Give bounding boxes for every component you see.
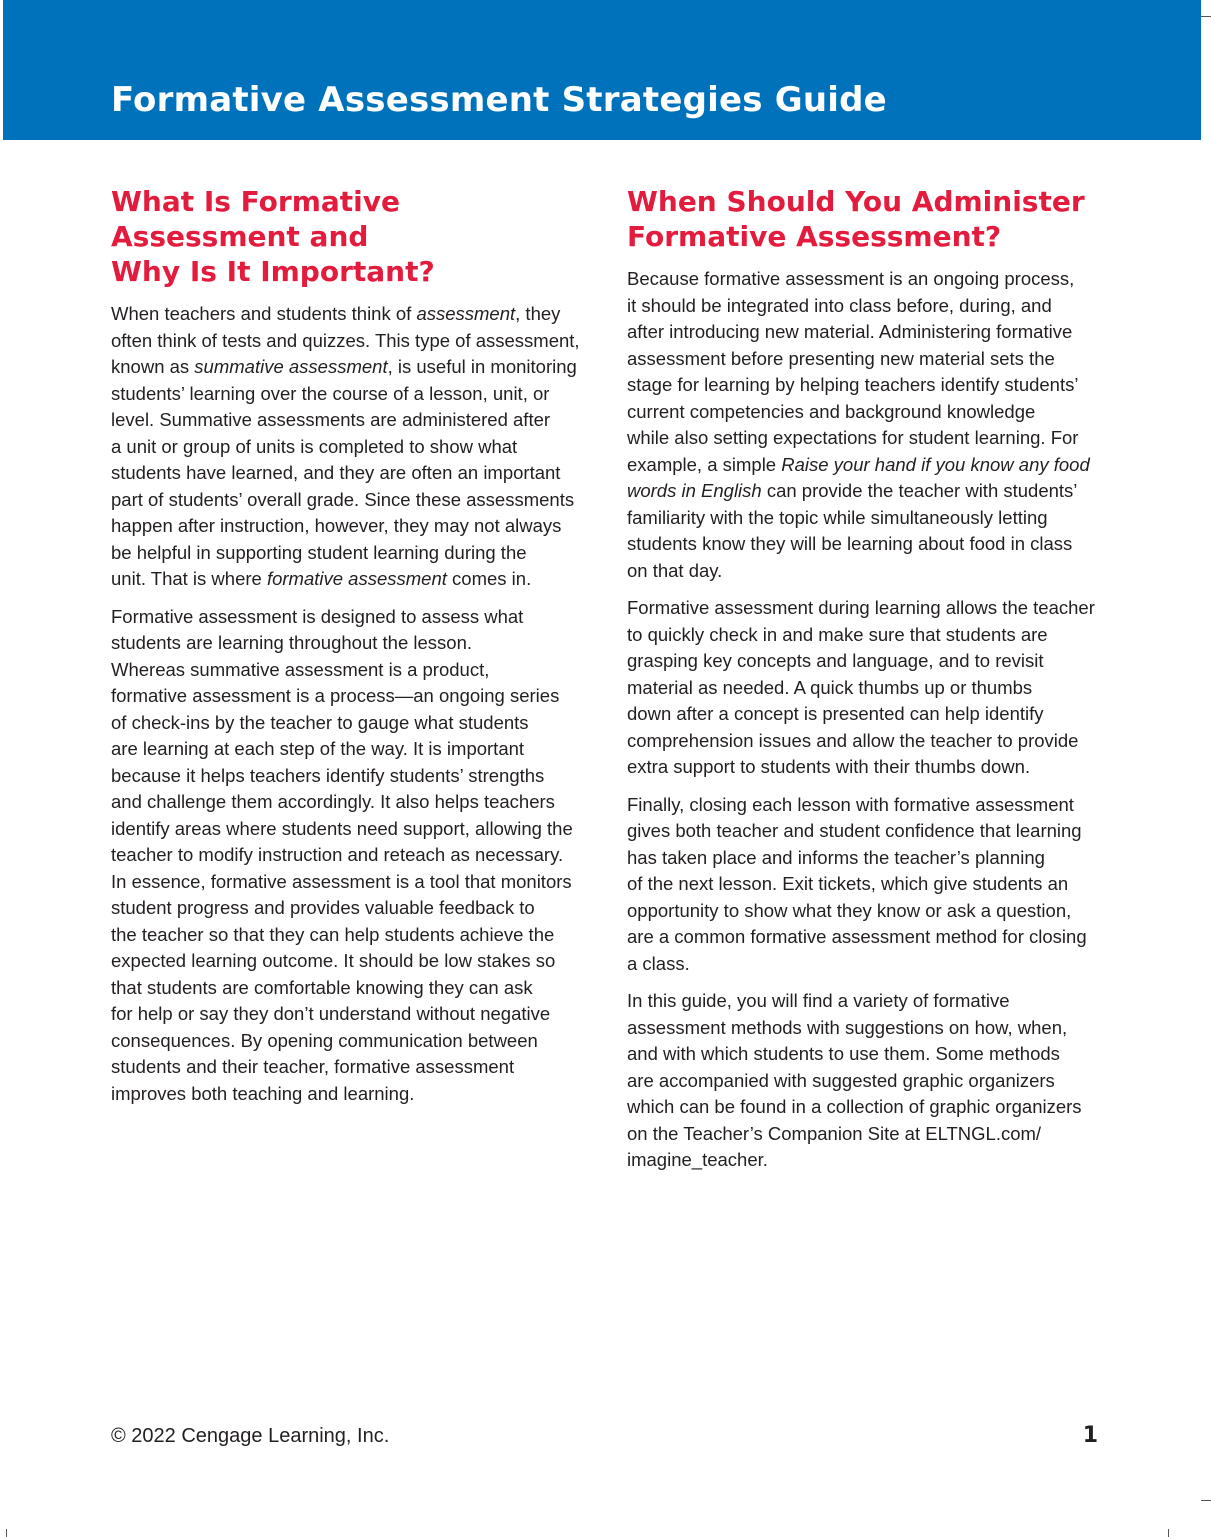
paragraph [627,266,1105,584]
text-line [627,988,1105,1015]
crop-mark [1168,1529,1169,1537]
text-line [627,1094,1105,1121]
text-run: be helpful in supporting student learning during the [111,541,527,563]
text-run: material as needed. A quick thumbs up or thumbs [627,676,1033,698]
text-line [111,604,589,631]
text-run: Because formative assessment is an ongoing process, [627,268,1075,289]
text-line [627,372,1105,399]
text-run: of check-ins by the teacher to gauge what students [111,711,529,733]
text-line [111,513,589,540]
text-line [627,845,1105,872]
text-line [627,425,1105,452]
heading-line: When Should You Administer [627,185,1085,218]
text-run: , is useful in monitoring [387,356,577,377]
text-line [111,1028,589,1055]
crop-mark [1201,16,1211,17]
text-line [111,381,589,408]
crop-mark [6,1529,7,1537]
text-run: extra support to students with their thumbs down. [627,756,1031,777]
text-run: students’ learning over the course of a lesson, unit, or [111,382,550,404]
text-line [111,922,589,949]
text-line [627,622,1105,649]
heading-line: Why Is It Important? [111,255,435,288]
text-run: part of students’ overall grade. Since these assessments [111,488,575,510]
text-run: improves both teaching and learning. [111,1082,415,1104]
text-run: students know they will be learning about food in class [627,533,1073,554]
text-run: imagine_teacher. [627,1149,768,1170]
text-run: students have learned, and they are often an important [111,462,561,483]
text-line [627,531,1105,558]
text-run: Finally, closing each lesson with formative assessment [627,793,1074,815]
text-run: In this guide, you will find a variety of formative [627,990,1010,1011]
text-run: assessment before presenting new material sets the [627,347,1055,369]
paragraph [627,792,1105,978]
italic-term: assessment [416,303,516,324]
text-line [627,1147,1105,1174]
text-line [111,434,589,461]
heading-line: What Is Formative Assessment and [111,185,401,253]
text-run: Formative assessment is designed to assess what [111,605,524,627]
left-column [111,184,589,1118]
text-line [111,630,589,657]
text-run: that students are comfortable knowing they can ask [111,976,533,998]
text-run: which can be found in a collection of graphic organizers [627,1096,1082,1117]
crop-mark [1201,1500,1211,1501]
text-line [111,566,589,593]
section-heading-what-is [111,184,589,289]
text-run: formative assessment is a process—an ongoing series [111,685,560,706]
text-line [627,293,1105,320]
text-line [111,842,589,869]
text-line [111,354,589,381]
text-line [627,924,1105,951]
text-run: of the next lesson. Exit tickets, which give students an [627,873,1069,894]
text-line [627,648,1105,675]
text-run: to quickly check in and make sure that students are [627,623,1048,645]
text-line [627,1121,1105,1148]
left-body [111,301,589,1107]
text-run: comprehension issues and allow the teacher to provide [627,729,1079,751]
text-line [111,816,589,843]
text-run: down after a concept is presented can help identify [627,703,1044,724]
right-body [627,266,1105,1174]
text-line [627,478,1105,505]
text-line [111,301,589,328]
italic-term: words in English [627,480,762,501]
text-run: a class. [627,952,690,974]
text-line [627,266,1105,293]
text-line [111,710,589,737]
text-run: grasping key concepts and language, and to revisit [627,650,1044,671]
text-line [627,319,1105,346]
text-line [627,346,1105,373]
header-band [3,0,1201,140]
text-run: happen after instruction, however, they may not always [111,515,562,536]
text-run: example, a simple [627,453,782,475]
text-line [627,505,1105,532]
text-run: opportunity to show what they know or ask a question, [627,899,1072,921]
text-line [111,975,589,1002]
text-run: stage for learning by helping teachers identify students’ [627,374,1079,395]
paragraph [111,301,589,593]
text-run: often think of tests and quizzes. This type of assessment, [111,329,580,351]
text-run: a unit or group of units is completed to show what [111,435,518,457]
text-run: Formative assessment during learning allows the teacher [627,597,1095,618]
text-run: has taken place and informs the teacher’s planning [627,846,1045,868]
text-run: assessment methods with suggestions on how, when, [627,1016,1068,1038]
text-run: the teacher so that they can help students achieve the [111,923,555,945]
text-line [627,898,1105,925]
text-line [627,452,1105,479]
text-run: students are learning throughout the lesson. [111,632,472,653]
text-line [627,1015,1105,1042]
text-run: on the Teacher’s Companion Site at ELTNGL.com/ [627,1122,1042,1144]
text-line [111,895,589,922]
text-line [111,736,589,763]
text-run: are learning at each step of the way. It is important [111,738,525,759]
text-run: teacher to modify instruction and reteach as necessary. [111,844,564,865]
text-line [111,683,589,710]
italic-term: Raise your hand if you know any food [781,453,1090,475]
text-line [111,869,589,896]
text-line [627,399,1105,426]
text-run: level. Summative assessments are administered after [111,409,551,430]
text-line [111,789,589,816]
text-run: expected learning outcome. It should be low stakes so [111,950,556,971]
heading-line: Formative Assessment? [627,220,1002,253]
text-line [111,460,589,487]
paragraph [627,988,1105,1174]
text-line [111,540,589,567]
text-run: while also setting expectations for student learning. For [627,427,1079,448]
text-line [111,407,589,434]
italic-term: summative assessment [194,356,388,377]
text-line [627,1068,1105,1095]
text-run: students and their teacher, formative assessment [111,1056,515,1077]
text-line [627,728,1105,755]
right-column [627,184,1105,1185]
text-line [627,871,1105,898]
text-line [627,701,1105,728]
text-run: after introducing new material. Administering formative [627,321,1073,342]
text-line [627,595,1105,622]
text-line [111,487,589,514]
italic-term: formative assessment [266,568,447,589]
text-run: for help or say they don’t understand without negative [111,1003,551,1024]
text-run: current competencies and background knowledge [627,400,1036,422]
text-run: unit. That is where [111,568,267,589]
page-title: Formative Assessment Strategies Guide [111,80,887,120]
text-run: are accompanied with suggested graphic organizers [627,1069,1055,1091]
page-number: 1 [1082,1423,1098,1448]
text-run: gives both teacher and student confidence that learning [627,820,1082,841]
text-run: because it helps teachers identify students’ strengths [111,764,545,786]
text-run: consequences. By opening communication between [111,1029,538,1051]
text-run: comes in. [446,568,532,589]
text-line [111,657,589,684]
text-run: can provide the teacher with students’ [761,480,1078,501]
section-heading-when-should [627,184,1105,254]
text-line [111,948,589,975]
text-line [627,558,1105,585]
text-line [111,1081,589,1108]
text-run: In essence, formative assessment is a tool that monitors [111,870,572,892]
text-run: When teachers and students think of [111,303,417,324]
paragraph [627,595,1105,781]
text-line [627,675,1105,702]
text-run: and with which students to use them. Some methods [627,1043,1060,1064]
text-line [111,1001,589,1028]
text-run: student progress and provides valuable feedback to [111,897,535,918]
text-run: and challenge them accordingly. It also helps teachers [111,791,555,812]
text-line [627,754,1105,781]
text-run: known as [111,356,195,377]
text-run: familiarity with the topic while simultaneously letting [627,506,1048,528]
text-run: are a common formative assessment method for closing [627,926,1087,947]
text-line [627,951,1105,978]
text-run: Whereas summative assessment is a product, [111,658,490,680]
text-line [627,1041,1105,1068]
paragraph [111,604,589,1108]
text-run: identify areas where students need support, allowing the [111,817,573,839]
text-run: , they [515,303,561,324]
text-line [111,328,589,355]
text-line [111,1054,589,1081]
text-line [627,792,1105,819]
text-run: it should be integrated into class before, during, and [627,294,1052,316]
text-line [627,818,1105,845]
text-line [111,763,589,790]
copyright-notice: © 2022 Cengage Learning, Inc. [111,1425,390,1447]
text-run: on that day. [627,559,723,581]
